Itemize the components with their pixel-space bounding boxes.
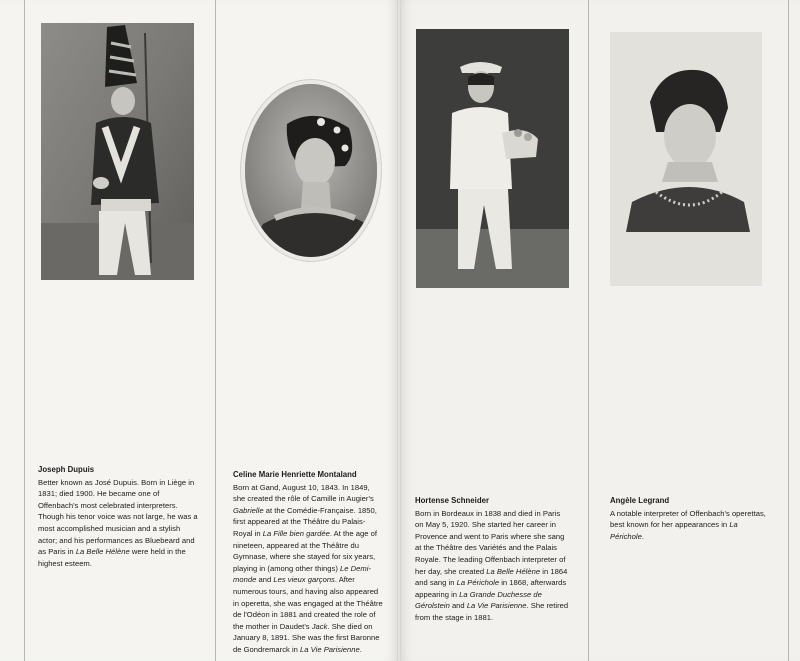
column-rule [788, 0, 789, 661]
bio-text: Born in Bordeaux in 1838 and died in Paris on May 5, 1920. She started her career in Provence and went to Paris where she sang at the Théâtre des Variétés and the Palais Royale. The leading Offenbach interpreter of her day, she created La Belle Hélène in 1864 and sang in La Périchole in 1868, afterwards appearing in La Grande Duchesse de Gérolstein and La Vie Parisienne. She retired from the stage in 1881. [415, 508, 569, 622]
column-rule [588, 0, 589, 661]
bio-text: Born at Gand, August 10, 1843. In 1849, she created the rôle of Camille in Augier's Gabrielle at the Comédie-Française. 1850, first appeared at the Théâtre du Palais-Royal in La Fille bien gardée. At the age of nineteen, appeared at the Théâtre du Gymnase, where she stayed for six years, playing in (among other things) Le Demi-monde and Les vieux garçons. After numerous tours, and having also appeared in operetta, she was engaged at the Théâtre de l'Odéon in 1881 and created the role of the mother in Daudet's Jack. She died on January 8, 1891. She was the first Baronne de Gondremarck in La Vie Parisienne. [233, 482, 383, 654]
bio-name: Celine Marie Henriette Montaland [233, 470, 357, 479]
center-fold [397, 0, 401, 661]
bio-text: Better known as José Dupuis. Born in Liège in 1831; died 1900. He became one of Offenbach's most celebrated interpreters. Though his tenor voice was not large, he was a most accomplished musician and a stylish actor; and his performances as Bluebeard and as Paris in La Belle Hélène were held in the highest esteem. [38, 477, 198, 568]
column-rule [215, 0, 216, 661]
bio-dupuis [38, 464, 198, 569]
bio-name: Angèle Legrand [610, 496, 670, 505]
bio-schneider [415, 495, 570, 624]
bio-legrand [610, 495, 768, 542]
bio-name: Joseph Dupuis [38, 465, 95, 474]
bio-name: Hortense Schneider [415, 496, 490, 505]
portrait-photo-schneider [416, 29, 569, 288]
portrait-photo-montaland [245, 84, 377, 257]
bio-montaland [233, 469, 383, 656]
portrait-photo-dupuis [41, 23, 194, 280]
portrait-photo-legrand [610, 32, 762, 286]
bio-text: A notable interpreter of Offenbach's operettas, best known for her appearances in La Périchole. [610, 508, 766, 541]
column-rule [24, 0, 25, 661]
portrait-frame-montaland [240, 79, 382, 262]
